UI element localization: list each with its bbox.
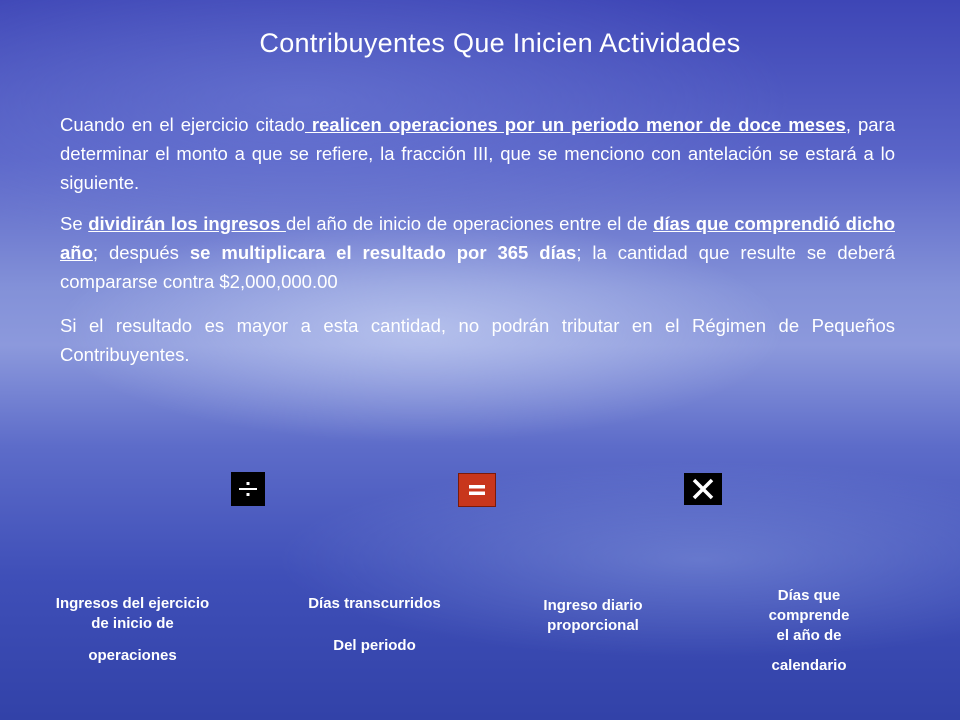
- divide-icon-glyph: [236, 477, 260, 501]
- formula-bold: se multiplicara el resultado por 365 días: [189, 242, 577, 263]
- equals-icon: [458, 473, 496, 507]
- label-dias-transcurridos-line2: Del periodo: [333, 637, 416, 654]
- label-dias-anio-line3: el año de: [776, 627, 842, 644]
- multiply-icon-glyph: [690, 478, 716, 500]
- formula-emphasis-1: dividirán los ingresos: [88, 213, 286, 234]
- formula-emphasis-2: días que comprendió dicho año: [60, 213, 895, 263]
- page-title: Contribuyentes Que Inicien Actividades: [259, 28, 741, 58]
- paragraph-formula: [60, 209, 895, 296]
- multiply-icon: [684, 473, 722, 505]
- paragraph-conclusion: Si el resultado es mayor a esta cantidad, no podrán tributar en el Régimen de Pequeños Contribuyentes.: [60, 315, 895, 365]
- label-dias-transcurridos: [282, 594, 467, 656]
- label-ingreso-diario-line2: proporcional: [547, 617, 639, 634]
- label-ingreso-diario: [508, 596, 678, 636]
- divide-icon: [231, 472, 265, 506]
- intro-text-1: Cuando en el ejercicio citado: [60, 114, 305, 135]
- paragraph-intro: [60, 110, 895, 197]
- label-ingresos-line3: operaciones: [88, 647, 177, 664]
- label-dias-transcurridos-line1: Días transcurridos: [308, 595, 441, 612]
- label-dias-anio-line2: comprende: [768, 607, 850, 624]
- label-ingresos-line1: Ingresos del ejercicio: [55, 595, 210, 612]
- intro-emphasis: realicen operaciones por un periodo menor de doce meses: [304, 114, 846, 135]
- label-dias-anio: [735, 586, 883, 676]
- label-ingresos-line2: de inicio de: [91, 615, 174, 632]
- intro-text-2: , para determinar el monto a que se refiere, la fracción III, que se menciono con antelación se estará a lo siguiente.: [60, 114, 895, 193]
- formula-text-1: Se: [60, 213, 89, 234]
- formula-text-2: del año de inicio de operaciones entre el de: [285, 213, 654, 234]
- formula-text-3: ; después: [92, 242, 190, 263]
- label-ingreso-diario-line1: Ingreso diario: [543, 597, 643, 614]
- label-dias-anio-line1: Días que: [777, 587, 841, 604]
- label-dias-anio-line4: calendario: [771, 657, 847, 674]
- label-ingresos: [30, 594, 235, 666]
- formula-text-4: ; la cantidad que resulte se deberá compararse contra $2,000,000.00: [60, 242, 895, 292]
- equals-icon-glyph: [465, 481, 489, 499]
